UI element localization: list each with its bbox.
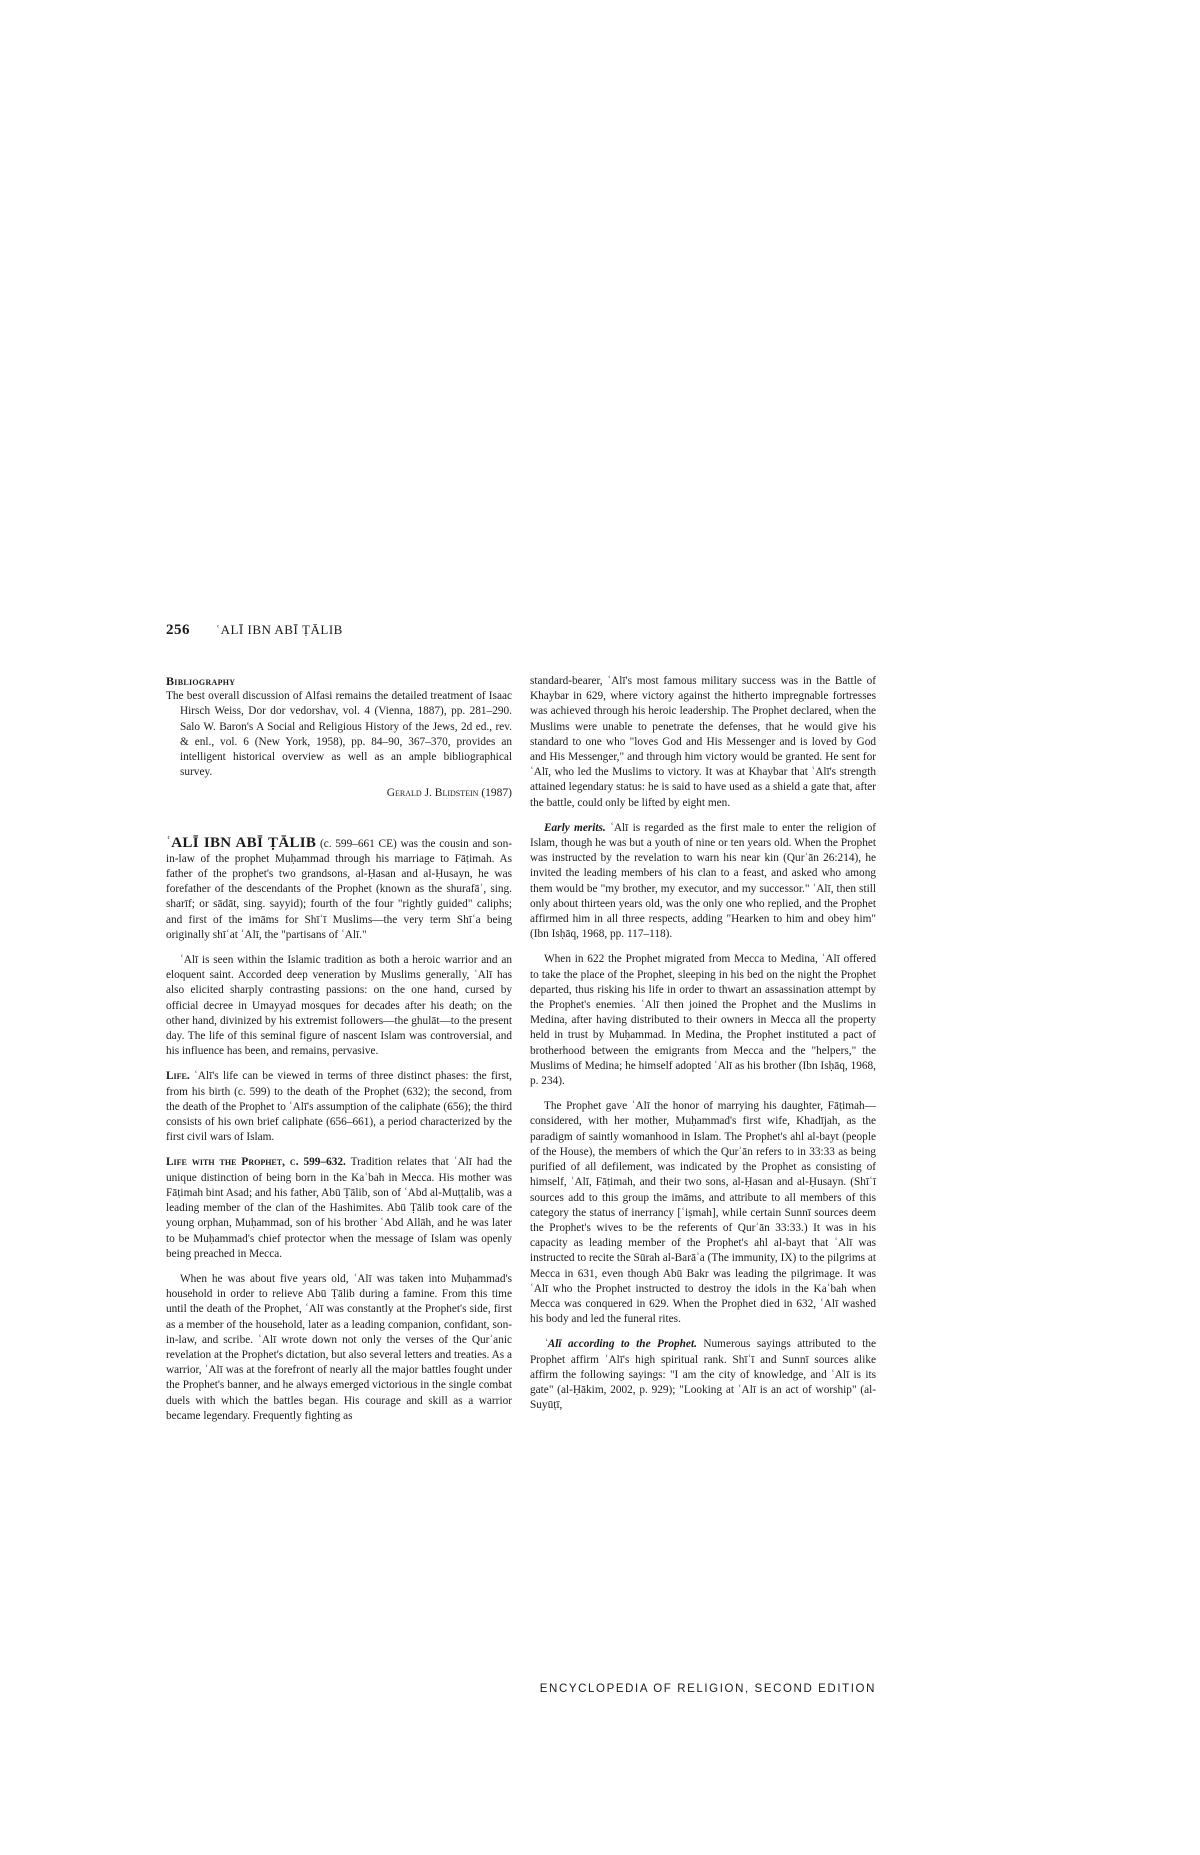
entry-separator xyxy=(166,802,512,836)
paragraph-marriage: The Prophet gave ʿAlī the honor of marrying his daughter, Fāṭimah—considered, with her mother, Muḥammad's first wife, Khadījah, as the paradigm of saintly womanhood in Islam. The Prophet's ahl al-bayt (people of the House), the members of which the Qurʾān refers to in 33:33 as being purified of all defilement, was indicated by the Prophet as consisting of himself, ʿAlī, Fāṭimah, and their two sons, al-Ḥasan and al-Ḥusayn. (Shīʿī sources add to this group the imāms, and attribute to all members of this category the status of inerrancy [ʿiṣmah], while certain Sunnī sources deem the Prophet's wives to be the referents of Qurʾān 33:33.) It was in his capacity as leading member of the Prophet's ahl al-bayt that ʿAlī was instructed to recite the Sūrah al-Barāʾa (The immunity, IX) to the pilgrims at Mecca in 631, even though Abū Bakr was leading the pilgrimage. It was ʿAlī who the Prophet instructed to destroy the idols in the Kaʿbah when Mecca was conquered in 629. When the Prophet died in 632, ʿAlī washed his body and led the funeral rites. xyxy=(530,1100,876,1326)
entry-title: ʿALĪ IBN ABĪ ṬĀLIB xyxy=(166,834,317,851)
left-column xyxy=(166,674,512,1424)
bibliography-text: The best overall discussion of Alfasi remains the detailed treatment of Isaac Hirsch Weiss, Dor dor vedorshav, vol. 4 (Vienna, 1887), pp. 281–290. Salo W. Baron's A Social and Religious History of the Jews, 2d ed., rev. & enl., vol. 6 (New York, 1958), pp. 84–90, 367–370, provides an intelligent historical overview as well as an ample bibliographical survey. xyxy=(166,690,512,779)
running-title: ʿALĪ IBN ABĪ ṬĀLIB xyxy=(215,622,343,637)
life-heading: Life. xyxy=(166,1070,190,1083)
life-with-prophet-heading: Life with the Prophet, c. 599–632. xyxy=(166,1156,346,1169)
life-text: ʿAlī's life can be viewed in terms of three distinct phases: the first, from his birth (c. 599) to the death of the Prophet (632); the second, from the death of the Prophet to ʿAlī's assumption of the caliphate (656); the third consists of his own brief caliphate (656–661), a period characterized by the first civil wars of Islam. xyxy=(166,1070,512,1144)
paragraph-early-merits xyxy=(530,821,876,943)
paragraph-medina: When in 622 the Prophet migrated from Mecca to Medina, ʿAlī offered to take the place of the Prophet, sleeping in his bed on the night the Prophet departed, thus risking his life in order to thwart an assassination attempt by the Prophet's enemies. ʿAlī then joined the Prophet and the Muslims in Medina, after having distributed to their owners in Mecca all the property held in trust by Muḥammad. In Medina, the Prophet instituted a pact of brotherhood between the emigrants from Mecca and the "helpers," the Muslims of Medina; he himself adopted ʿAlī as his brother (Ibn Isḥāq, 1968, p. 234). xyxy=(530,953,876,1088)
paragraph-life xyxy=(166,1069,512,1145)
life-with-prophet-text: Tradition relates that ʿAlī had the unique distinction of being born in the Kaʿbah in Mecca. His mother was Fāṭimah bint Asad; and his father, Abū Ṭālib, son of ʿAbd al-Muṭṭalib, was a leading member of the clan of the Hashimites. Abū Ṭālib took care of the young orphan, Muḥammad, son of his brother ʿAbd Allāh, and he was later to be Muḥammad's chief protector when the message of Islam was openly being preached in Mecca. xyxy=(166,1156,512,1260)
bibliography-heading: Bibliography xyxy=(166,674,236,688)
according-text: Numerous sayings attributed to the Prophet affirm ʿAlī's high spiritual rank. Shīʿī and Sunnī sources alike affirm the following sayings: "I am the city of knowledge, and ʿAlī is its gate" (al-Ḥākim, 2002, p. 929); "Looking at ʿAlī is an act of worship" (al-Suyūṭī, xyxy=(530,1338,877,1412)
according-heading: ʿAlī according to the Prophet. xyxy=(544,1338,697,1351)
paragraph-according-to-prophet xyxy=(530,1337,876,1413)
entry-intro-text: (c. 599–661 CE) was the cousin and son-in-law of the prophet Muḥammad through his marriage to Fāṭimah. As father of the prophet's two grandsons, al-Ḥasan and al-Ḥusayn, he was forefather of the descendants of the Prophet (known as the shurafāʾ, sing. sharīf; or sādāt, sing. sayyid); fourth of the four "rightly guided" caliphs; and first of the imāms for Shīʿī Muslims—the very term Shīʿa being originally shīʿat ʿAlī, the "partisans of ʿAlī." xyxy=(166,837,512,941)
page-footer: ENCYCLOPEDIA OF RELIGION, SECOND EDITION xyxy=(539,1683,876,1695)
right-column xyxy=(530,674,876,1413)
paragraph-reception: ʿAlī is seen within the Islamic tradition as both a heroic warrior and an eloquent saint. Accorded deep veneration by Muslims generally, ʿAlī has also elicited sharply contrasting passions: on the one hand, cursed by official decree in Umayyad mosques for decades after his death; on the other hand, divinized by his extremist followers—the ghulāt—to the present day. The life of this seminal figure of nascent Islam was controversial, and his influence has been, and remains, pervasive. xyxy=(166,954,512,1058)
paragraph-standard-bearer: standard-bearer, ʿAlī's most famous military success was in the Battle of Khaybar in 629, where victory against the hitherto impregnable fortresses was achieved through his heroic leadership. The Prophet declared, when the Muslims were unable to penetrate the defenses, that he would give his standard to one who "loves God and His Messenger and is loved by God and His Messenger," and through him victory would be granted. He sent for ʿAlī, who led the Muslims to victory. It was at Khaybar that ʿAlī's strength attained legendary status: he is said to have used as a shield a gate that, after the battle, could only be lifted by eight men. xyxy=(530,675,876,809)
entry-intro-paragraph xyxy=(166,836,512,943)
author-signature: Gerald J. Blidstein (1987) xyxy=(386,787,512,800)
early-merits-heading: Early merits. xyxy=(544,821,606,834)
paragraph-life-with-prophet xyxy=(166,1155,512,1261)
paragraph-childhood: When he was about five years old, ʿAlī was taken into Muḥammad's household in order to relieve Abū Ṭālib during a famine. From this time until the death of the Prophet, ʿAlī was constantly at the Prophet's side, first as a member of the household, later as a leading companion, confidant, son-in-law, and scribe. ʿAlī wrote down not only the verses of the Qurʾanic revelation at the Prophet's dictation, but also several letters and treaties. As a warrior, ʿAlī was at the forefront of nearly all the major battles fought under the Prophet's banner, and he always emerged victorious in the single combat duels with which the battles began. His courage and skill as a warrior became legendary. Frequently fighting as xyxy=(166,1272,512,1422)
page-header xyxy=(166,622,926,639)
early-merits-text: ʿAlī is regarded as the first male to enter the religion of Islam, though he was but a youth of nine or ten years old. When the Prophet was instructed by the revelation to warn his near kin (Qurʾān 26:214), he invited the leading members of his clan to a feast, and asked who among them would be "my brother, my executor, and my successor." ʿAlī, then still only about thirteen years old, was the only one who replied, and the Prophet affirmed him in all three respects, adding "Hearken to him and obey him" (Ibn Isḥāq, 1968, pp. 117–118). xyxy=(530,821,876,941)
page-number: 256 xyxy=(166,622,190,638)
